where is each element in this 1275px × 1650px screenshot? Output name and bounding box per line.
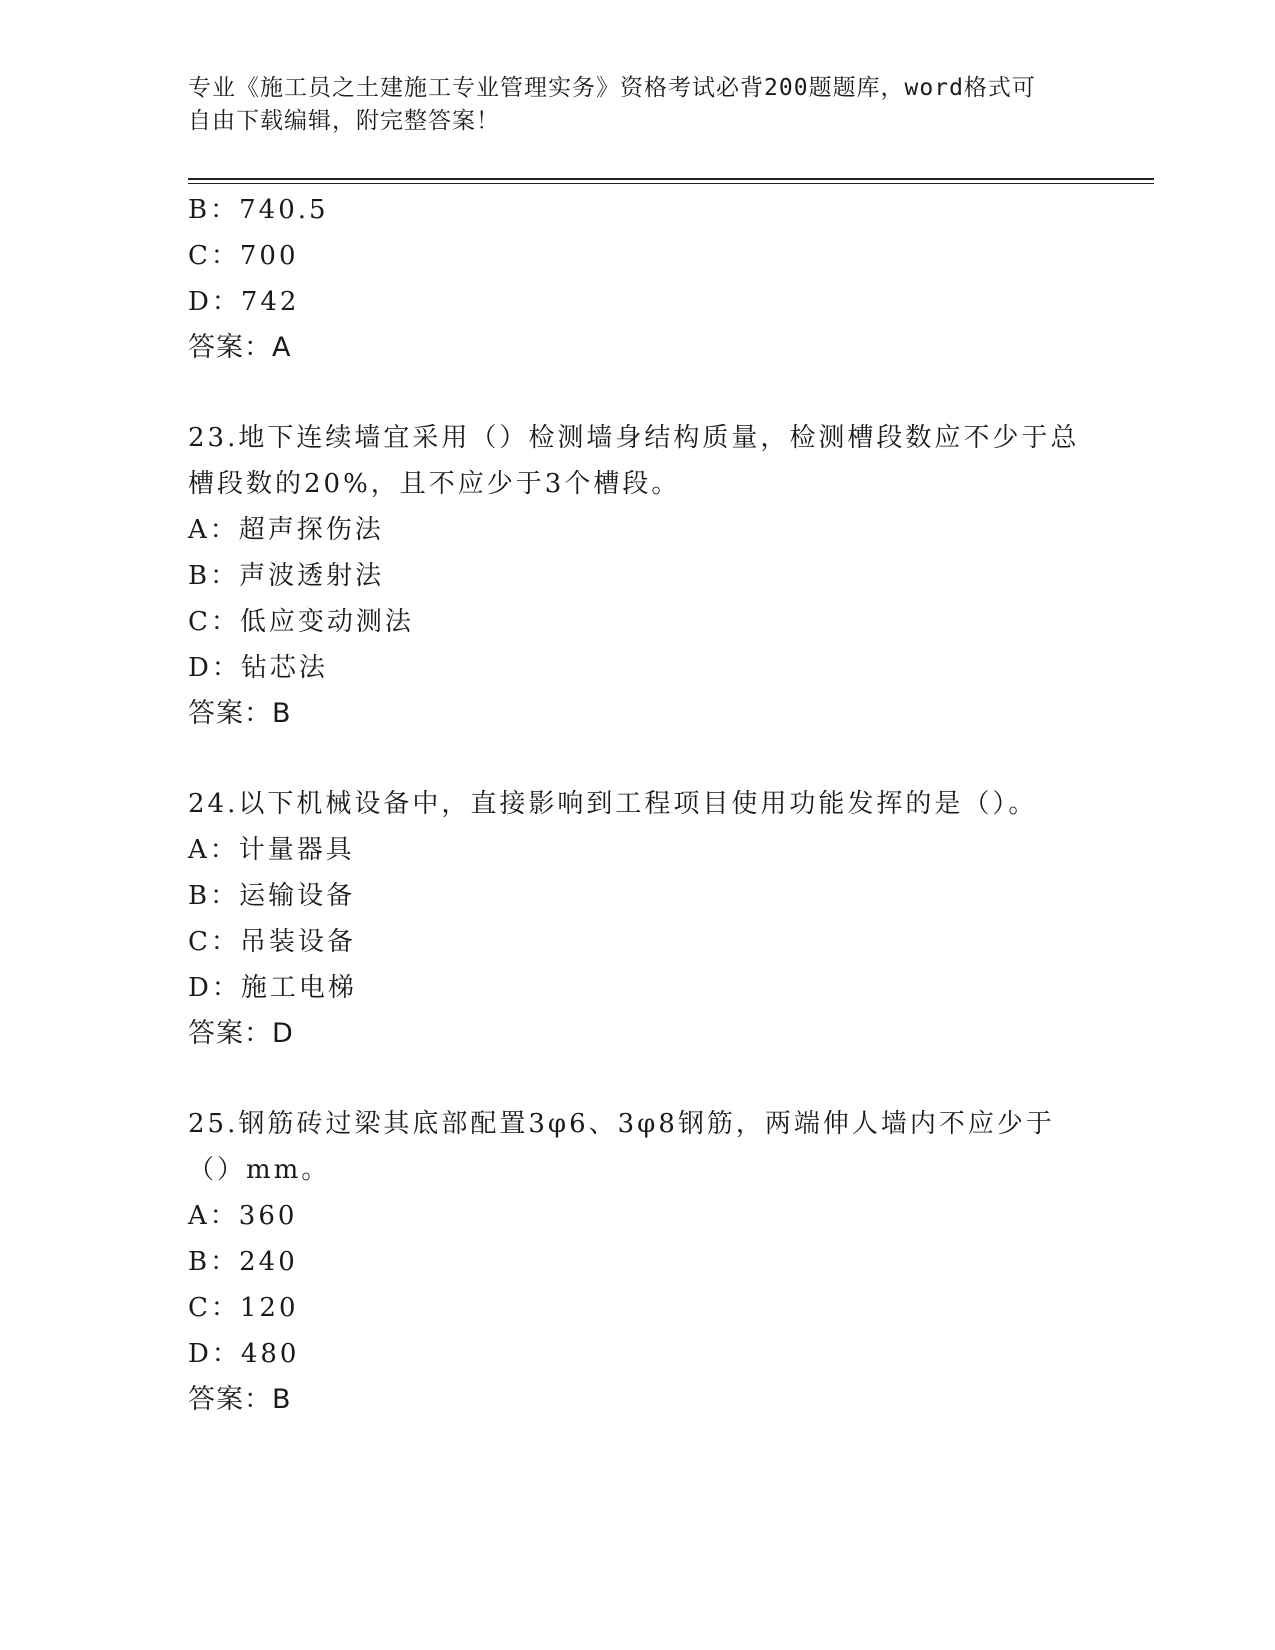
option-d: D：742 bbox=[188, 287, 300, 317]
option-b: B：声波透射法 bbox=[188, 561, 385, 591]
option-b: B：740.5 bbox=[188, 195, 329, 225]
question-text-line-1: 24.以下机械设备中，直接影响到工程项目使用功能发挥的是（）。 bbox=[188, 789, 1038, 819]
header-divider-thin bbox=[188, 183, 1154, 184]
option-d: D：施工电梯 bbox=[188, 973, 357, 1003]
question-text-line-1: 25.钢筋砖过梁其底部配置3φ6、3φ8钢筋，两端伸人墙内不应少于 bbox=[188, 1109, 1055, 1139]
question-text-line-2: （）mm。 bbox=[188, 1155, 331, 1185]
header-divider-thick bbox=[188, 178, 1154, 180]
option-b: B：240 bbox=[188, 1247, 298, 1277]
option-d: D：480 bbox=[188, 1339, 300, 1369]
header-title-line-2: 自由下载编辑，附完整答案！ bbox=[188, 108, 500, 134]
option-c: C：700 bbox=[188, 241, 299, 271]
answer: 答案：D bbox=[188, 1018, 294, 1049]
question-24 bbox=[188, 781, 1088, 1057]
option-c: C：120 bbox=[188, 1293, 299, 1323]
option-c: C：低应变动测法 bbox=[188, 607, 414, 637]
option-c: C：吊装设备 bbox=[188, 927, 356, 957]
option-b: B：运输设备 bbox=[188, 881, 356, 911]
option-a: A：超声探伤法 bbox=[188, 515, 384, 545]
question-text-line-1: 23.地下连续墙宜采用（）检测墙身结构质量，检测槽段数应不少于总 bbox=[188, 423, 1080, 453]
option-d: D：钻芯法 bbox=[188, 653, 328, 683]
document-body bbox=[188, 187, 1088, 1423]
answer: 答案：B bbox=[188, 698, 292, 729]
question-25 bbox=[188, 1101, 1088, 1423]
header-title-line-1: 专业《施工员之土建施工专业管理实务》资格考试必背200题题库，word格式可 bbox=[188, 75, 1036, 101]
question-text-line-2: 槽段数的20%，且不应少于3个槽段。 bbox=[188, 469, 681, 499]
option-a: A：计量器具 bbox=[188, 835, 355, 865]
question-22-continued bbox=[188, 187, 1088, 371]
answer: 答案：B bbox=[188, 1384, 292, 1415]
document-header bbox=[188, 72, 1068, 138]
question-23 bbox=[188, 415, 1088, 737]
option-a: A：360 bbox=[188, 1201, 298, 1231]
answer: 答案：A bbox=[188, 332, 292, 363]
